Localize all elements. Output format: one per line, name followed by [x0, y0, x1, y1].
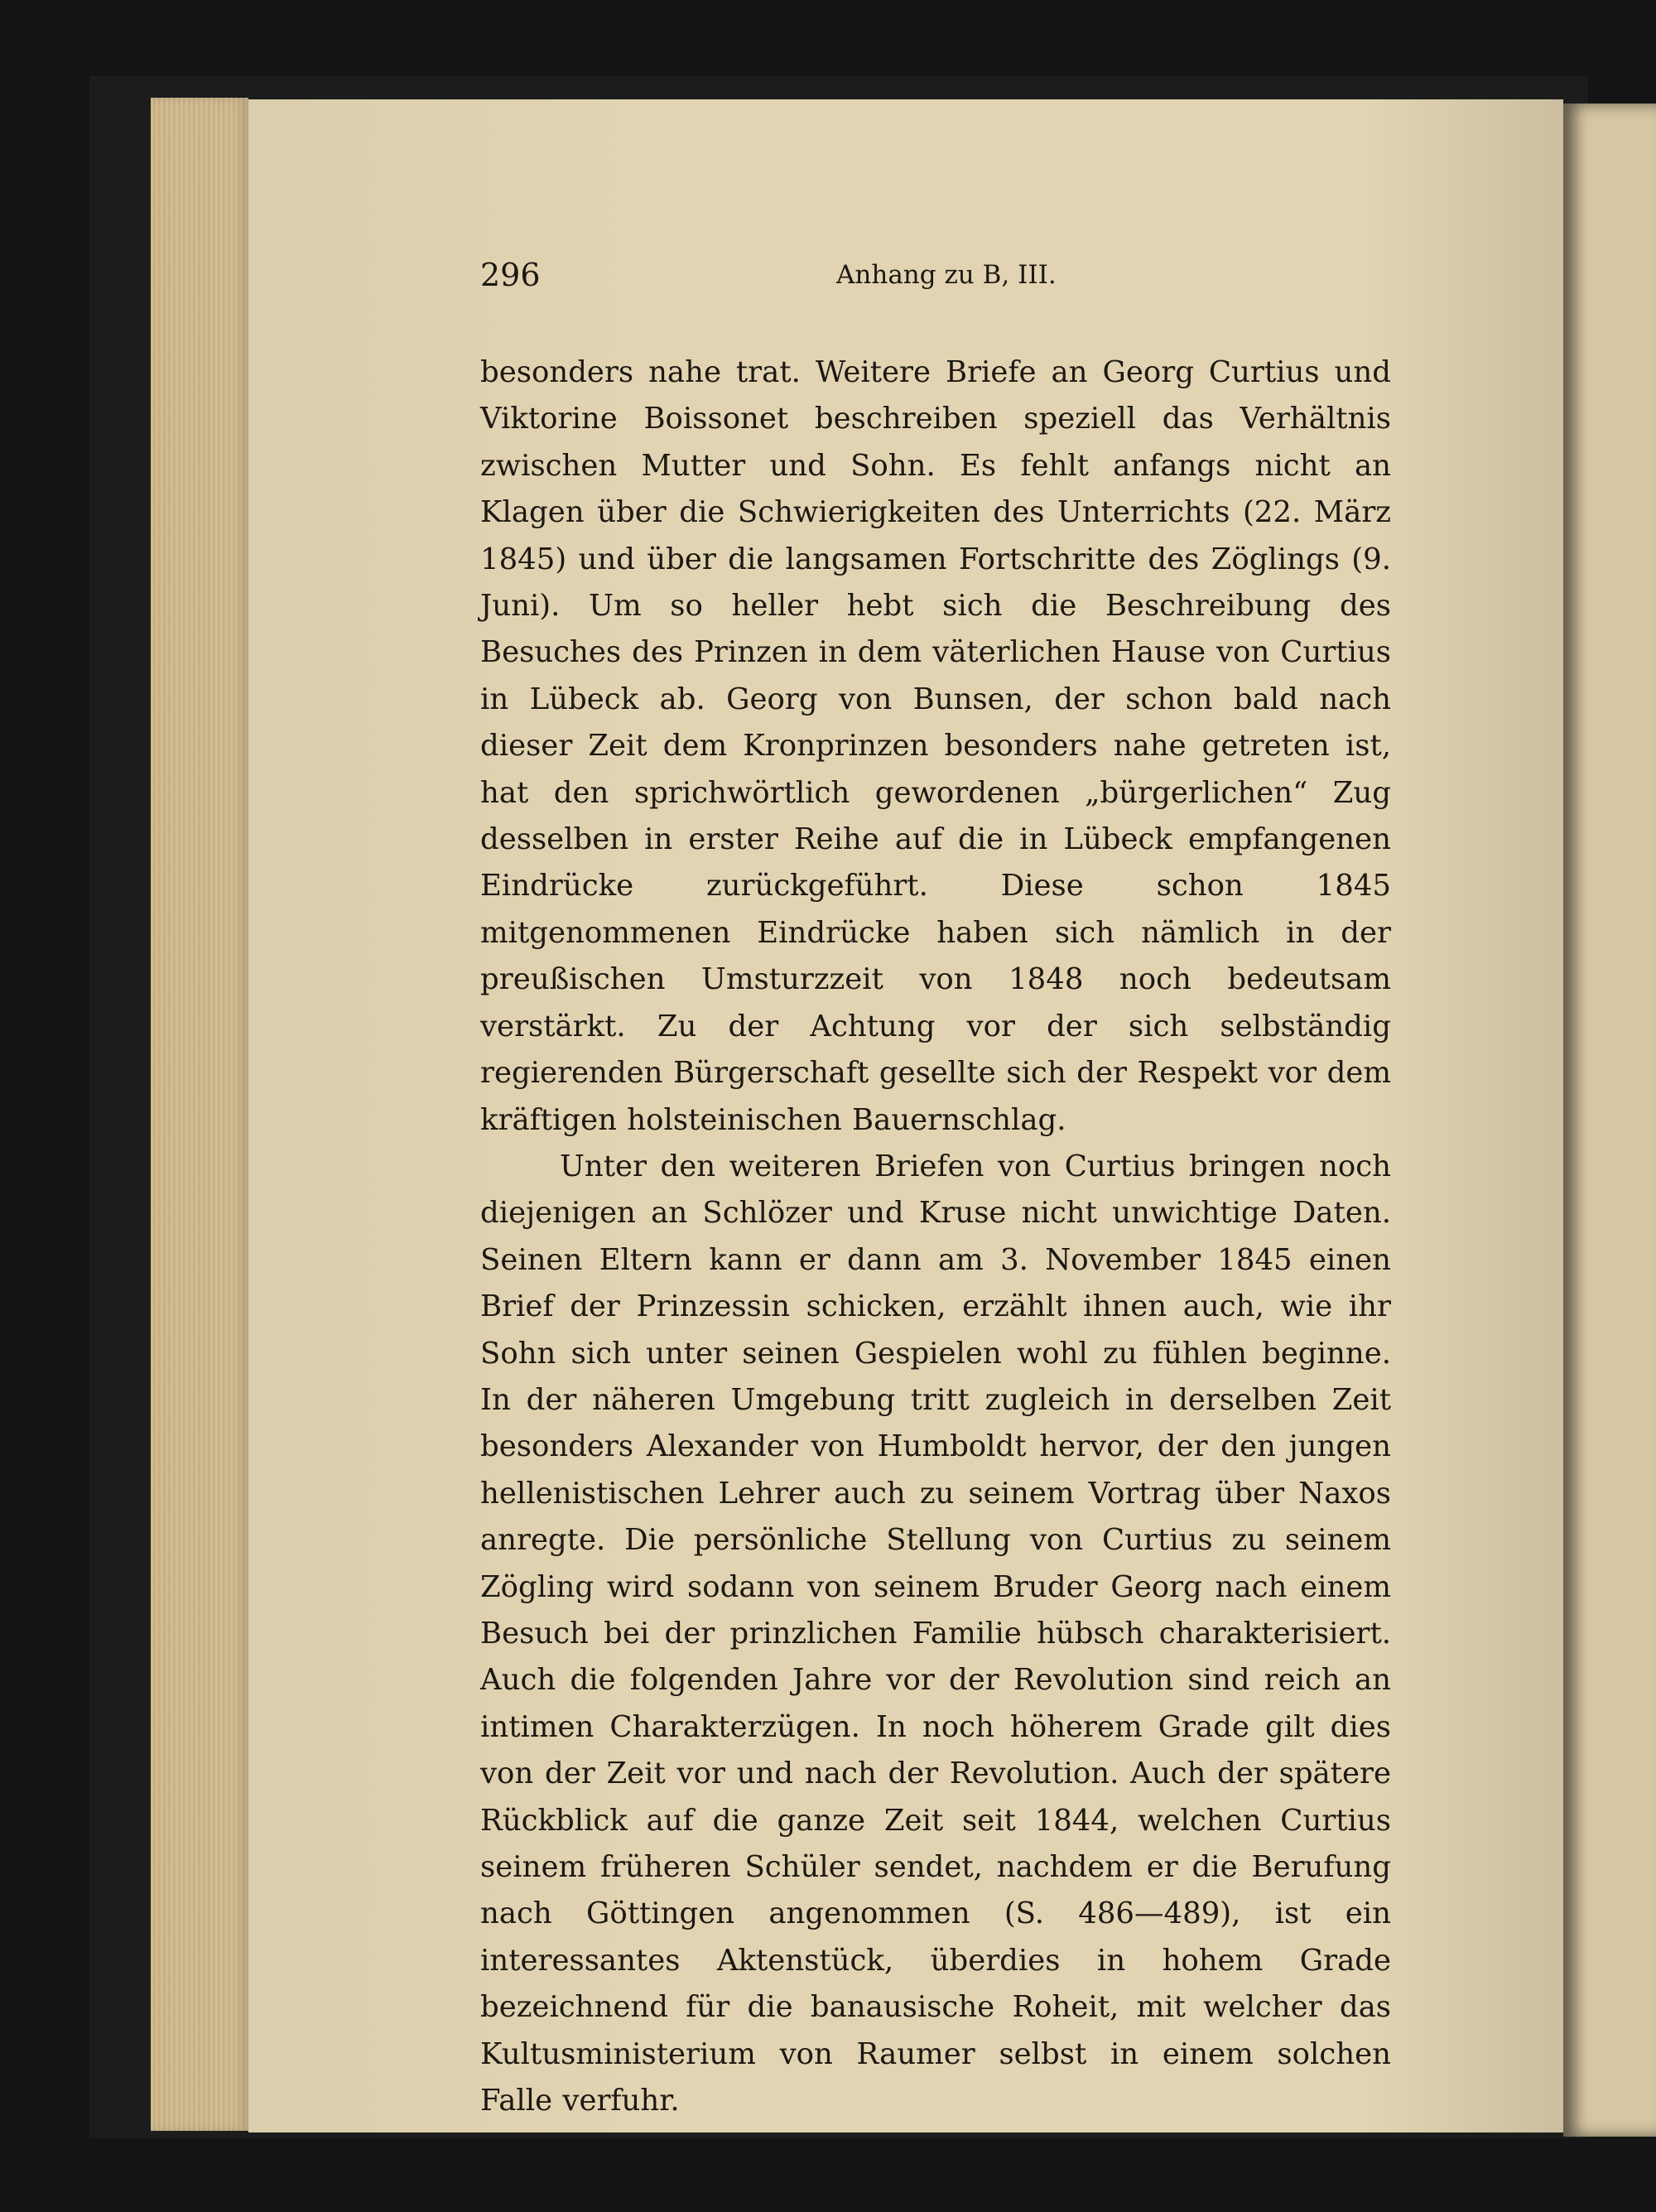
page-text-area [480, 257, 1391, 2124]
paragraph-1: besonders nahe trat. Weitere Briefe an Georg Curtius und Viktorine Boissonet beschreiben speziell das Verhältnis zwischen Mutter und Sohn. Es fehlt anfangs nicht an Klagen über die Schwierigkeiten des Unterrichts (22. März 1845) und über die langsamen Fortschritte des Zöglings (9. Juni). Um so heller hebt sich die Beschreibung des Besuches des Prinzen in dem väterlichen Hause von Curtius in Lübeck ab. Georg von Bunsen, der schon bald nach dieser Zeit dem Kronprinzen besonders nahe getreten ist, hat den sprichwörtlich gewordenen „bürgerlichen“ Zug desselben in erster Reihe auf die in Lübeck empfangenen Eindrücke zurückgeführt. Diese schon 1845 mitgenommenen Eindrücke haben sich nämlich in der preußischen Umsturzzeit von 1848 noch bedeutsam verstärkt. Zu der Achtung vor der sich selbständig regierenden Bürgerschaft gesellte sich der Respekt vor dem kräftigen holsteinischen Bauernschlag. [480, 355, 1391, 1137]
running-head [480, 257, 1391, 306]
running-head-title: Anhang zu B, III. [836, 260, 1057, 290]
page-number: 296 [480, 257, 541, 293]
paragraph-2: Unter den weiteren Briefen von Curtius bringen noch diejenigen an Schlözer und Kruse nicht unwichtige Daten. Seinen Eltern kann er dann am 3. November 1845 einen Brief der Prinzessin schicken, erzählt ihnen auch, wie ihr Sohn sich unter seinen Gespielen wohl zu fühlen beginne. In der näheren Umgebung tritt zugleich in derselben Zeit besonders Alexander von Humboldt hervor, der den jungen hellenistischen Lehrer auch zu seinem Vortrag über Naxos anregte. Die persönliche Stellung von Curtius zu seinem Zögling wird sodann von seinem Bruder Georg nach einem Besuch bei der prinzlichen Familie hübsch charakterisiert. Auch die folgenden Jahre vor der Revolution sind reich an intimen Charakterzügen. In noch höherem Grade gilt dies von der Zeit vor und nach der Revolution. Auch der spätere Rückblick auf die ganze Zeit seit 1844, welchen Curtius seinem früheren Schüler sendet, nachdem er die Berufung nach Göttingen angenommen (S. 486—489), ist ein interessantes Aktenstück, überdies in hohem Grade bezeichnend für die banausische Roheit, mit welcher das Kultusministerium von Raumer selbst in einem solchen Falle verfuhr. [480, 1149, 1391, 2118]
facing-page-edge [1563, 104, 1656, 2137]
page-block-edge [151, 98, 248, 2131]
